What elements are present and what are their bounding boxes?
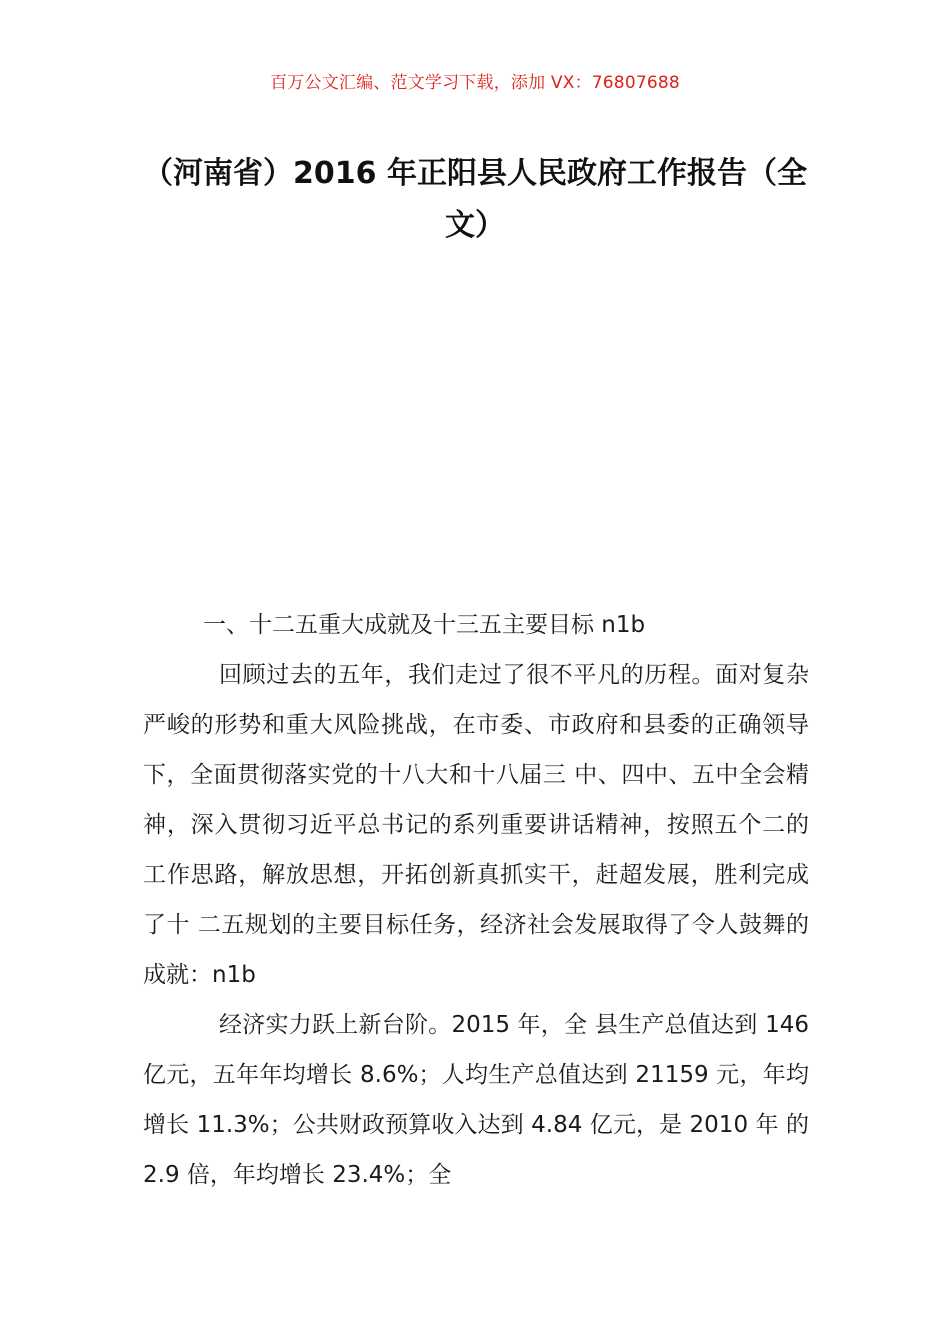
paragraph-economy: 经济实力跃上新台阶。2015 年，全 县生产总值达到 146 亿元，五年年均增长 8.6%；人均生产总值达到 21159 元，年均增长 11.3%；公共财政预算收入达到 4.84 亿元，是 2010 年 的 2.9 倍，年均增长 23.4%；全 [143,1012,809,1188]
document-title: （河南省）2016 年正阳县人民政府工作报告（全文） [143,156,807,243]
section-heading: 一、十二五重大成就及十三五主要目标 n1b [203,612,646,638]
header-advert-note: 百万公文汇编、范文学习下载，添加 VX：76807688 [270,73,680,93]
document-body [143,600,809,1200]
paragraph-review: 回顾过去的五年，我们走过了很不平凡的历程。面对复杂严峻的形势和重大风险挑战，在市委、市政府和县委的正确领导下，全面贯彻落实党的十八大和十八届三 中、四中、五中全会精神，深入贯彻习近平总书记的系列重要讲话精神，按照五个二的工作思路，解放思想，开拓创新真抓实干，赶超发展，胜利完成了十 二五规划的主要目标任务，经济社会发展取得了令人鼓舞的成就：n1b [143,662,809,988]
